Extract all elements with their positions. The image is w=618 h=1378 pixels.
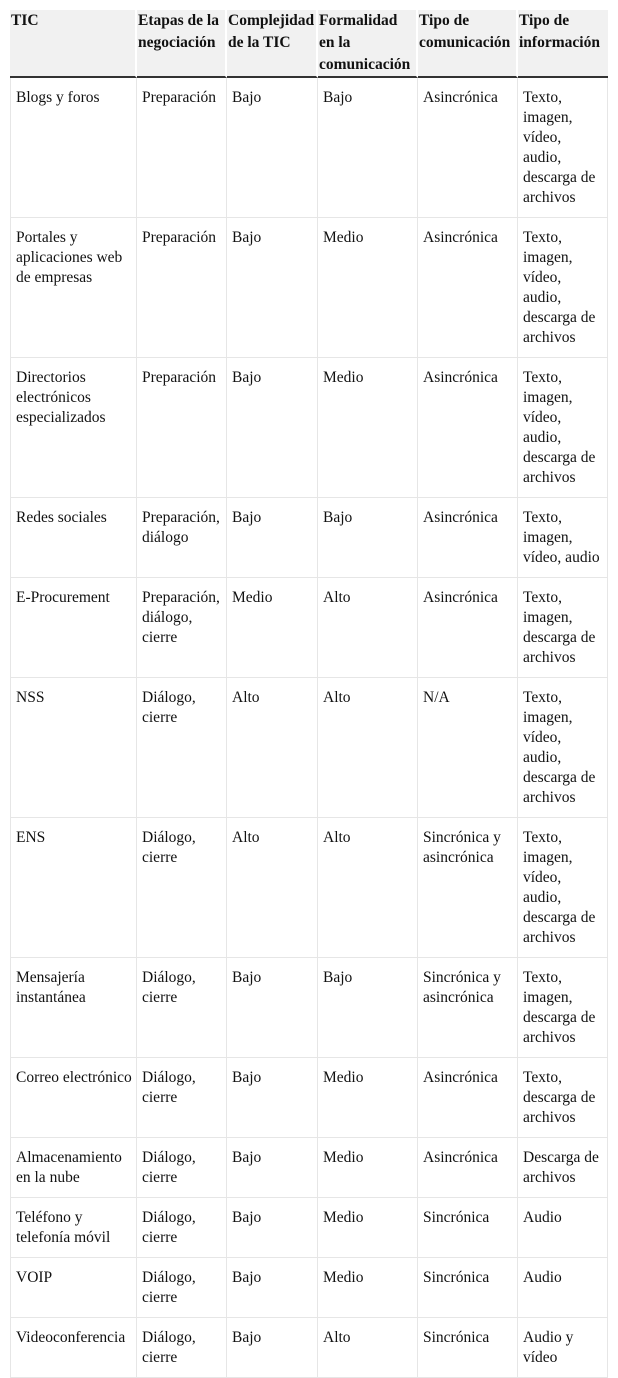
cell-tipo-comunicacion: Asincrónica	[418, 498, 518, 578]
cell-tic: VOIP	[10, 1258, 137, 1318]
cell-tic: Mensajería instantánea	[10, 958, 137, 1058]
table-row	[10, 1318, 608, 1378]
cell-tic: Blogs y foros	[10, 78, 137, 218]
table-row	[10, 818, 608, 958]
cell-etapas: Preparación	[137, 78, 227, 218]
table-row	[10, 1138, 608, 1198]
cell-etapas: Diálogo, cierre	[137, 1138, 227, 1198]
cell-etapas: Preparación, diálogo, cierre	[137, 578, 227, 678]
table-header	[10, 10, 608, 78]
cell-tipo-comunicacion: Asincrónica	[418, 358, 518, 498]
cell-formalidad: Medio	[318, 358, 418, 498]
cell-complejidad: Bajo	[227, 498, 318, 578]
cell-tipo-informacion: Texto, imagen, vídeo, audio, descarga de archivos	[518, 358, 608, 498]
cell-tic: Videoconferencia	[10, 1318, 137, 1378]
table-row	[10, 958, 608, 1058]
cell-complejidad: Bajo	[227, 1318, 318, 1378]
header-etapas: Etapas de la negociación	[137, 10, 227, 78]
cell-formalidad: Bajo	[318, 958, 418, 1058]
table-row	[10, 358, 608, 498]
table-row	[10, 218, 608, 358]
tic-table	[10, 10, 608, 1378]
cell-tipo-informacion: Texto, imagen, vídeo, audio, descarga de archivos	[518, 218, 608, 358]
header-complejidad: Complejidad de la TIC	[227, 10, 318, 78]
cell-formalidad: Alto	[318, 1318, 418, 1378]
cell-tipo-informacion: Audio	[518, 1198, 608, 1258]
cell-tic: E-Procurement	[10, 578, 137, 678]
cell-tipo-informacion: Texto, imagen, vídeo, audio	[518, 498, 608, 578]
cell-tic: Redes sociales	[10, 498, 137, 578]
cell-formalidad: Medio	[318, 1258, 418, 1318]
cell-etapas: Preparación, diálogo	[137, 498, 227, 578]
cell-complejidad: Bajo	[227, 1198, 318, 1258]
table-row	[10, 1198, 608, 1258]
cell-tipo-informacion: Texto, imagen, vídeo, audio, descarga de archivos	[518, 678, 608, 818]
cell-formalidad: Alto	[318, 678, 418, 818]
cell-formalidad: Bajo	[318, 498, 418, 578]
cell-tipo-informacion: Texto, imagen, descarga de archivos	[518, 578, 608, 678]
cell-tipo-comunicacion: Asincrónica	[418, 578, 518, 678]
cell-tipo-comunicacion: Asincrónica	[418, 78, 518, 218]
table-body	[10, 78, 608, 1378]
cell-complejidad: Bajo	[227, 78, 318, 218]
cell-tipo-comunicacion: Sincrónica y asincrónica	[418, 958, 518, 1058]
cell-formalidad: Alto	[318, 818, 418, 958]
cell-complejidad: Bajo	[227, 1138, 318, 1198]
cell-tipo-informacion: Audio y vídeo	[518, 1318, 608, 1378]
cell-complejidad: Bajo	[227, 1258, 318, 1318]
cell-etapas: Preparación	[137, 358, 227, 498]
cell-etapas: Diálogo, cierre	[137, 958, 227, 1058]
table-row	[10, 498, 608, 578]
cell-tipo-comunicacion: Asincrónica	[418, 1138, 518, 1198]
cell-tipo-comunicacion: N/A	[418, 678, 518, 818]
cell-tipo-informacion: Audio	[518, 1258, 608, 1318]
tic-table-container	[10, 10, 608, 1378]
cell-tipo-informacion: Texto, imagen, vídeo, audio, descarga de archivos	[518, 818, 608, 958]
header-tipo-comunicacion: Tipo de comunicación	[418, 10, 518, 78]
table-row	[10, 1258, 608, 1318]
cell-formalidad: Medio	[318, 1138, 418, 1198]
header-tic: TIC	[10, 10, 137, 78]
cell-tic: NSS	[10, 678, 137, 818]
cell-tipo-comunicacion: Sincrónica y asincrónica	[418, 818, 518, 958]
cell-tipo-informacion: Texto, imagen, descarga de archivos	[518, 958, 608, 1058]
cell-complejidad: Bajo	[227, 358, 318, 498]
cell-etapas: Diálogo, cierre	[137, 1258, 227, 1318]
table-row	[10, 578, 608, 678]
table-row	[10, 1058, 608, 1138]
cell-tic: Directorios electrónicos especializados	[10, 358, 137, 498]
table-row	[10, 78, 608, 218]
table-row	[10, 678, 608, 818]
header-row	[10, 10, 608, 78]
cell-tic: Portales y aplicaciones web de empresas	[10, 218, 137, 358]
cell-tipo-comunicacion: Sincrónica	[418, 1258, 518, 1318]
cell-etapas: Diálogo, cierre	[137, 818, 227, 958]
cell-tipo-informacion: Descarga de archivos	[518, 1138, 608, 1198]
cell-tic: ENS	[10, 818, 137, 958]
cell-etapas: Diálogo, cierre	[137, 1058, 227, 1138]
cell-etapas: Diálogo, cierre	[137, 678, 227, 818]
cell-tic: Correo electrónico	[10, 1058, 137, 1138]
cell-tipo-informacion: Texto, descarga de archivos	[518, 1058, 608, 1138]
cell-formalidad: Medio	[318, 218, 418, 358]
cell-tipo-comunicacion: Asincrónica	[418, 218, 518, 358]
header-formalidad: Formalidad en la comunicación	[318, 10, 418, 78]
cell-complejidad: Medio	[227, 578, 318, 678]
cell-complejidad: Alto	[227, 818, 318, 958]
header-tipo-informacion: Tipo de información	[518, 10, 608, 78]
cell-etapas: Diálogo, cierre	[137, 1318, 227, 1378]
cell-formalidad: Medio	[318, 1198, 418, 1258]
cell-etapas: Preparación	[137, 218, 227, 358]
cell-complejidad: Alto	[227, 678, 318, 818]
cell-complejidad: Bajo	[227, 958, 318, 1058]
cell-tipo-comunicacion: Sincrónica	[418, 1198, 518, 1258]
cell-tipo-comunicacion: Sincrónica	[418, 1318, 518, 1378]
cell-tic: Almacenamiento en la nube	[10, 1138, 137, 1198]
cell-formalidad: Medio	[318, 1058, 418, 1138]
cell-complejidad: Bajo	[227, 1058, 318, 1138]
cell-tipo-comunicacion: Asincrónica	[418, 1058, 518, 1138]
cell-formalidad: Bajo	[318, 78, 418, 218]
cell-tipo-informacion: Texto, imagen, vídeo, audio, descarga de archivos	[518, 78, 608, 218]
cell-etapas: Diálogo, cierre	[137, 1198, 227, 1258]
cell-complejidad: Bajo	[227, 218, 318, 358]
cell-tic: Teléfono y telefonía móvil	[10, 1198, 137, 1258]
cell-formalidad: Alto	[318, 578, 418, 678]
